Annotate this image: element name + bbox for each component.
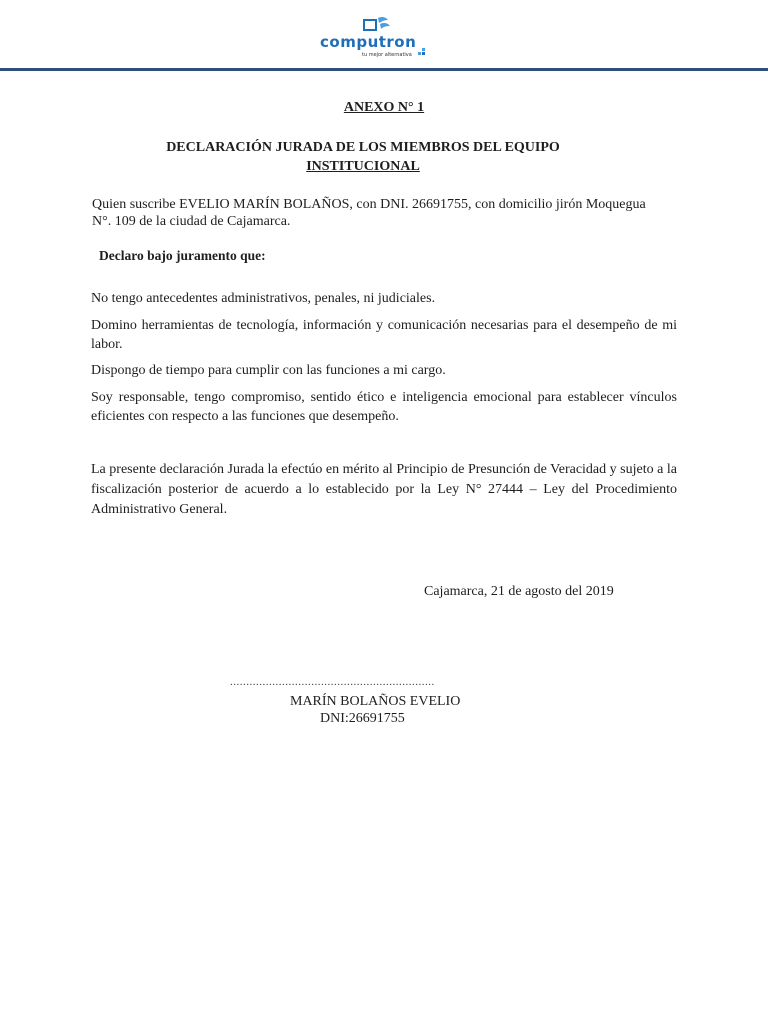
logo-tagline-text: tu mejor alternativa: [362, 52, 412, 58]
signature-line: ...............................................................: [230, 676, 435, 688]
closing-paragraph: La presente declaración Jurada la efectúo en mérito al Principio de Presunción de Veracidad y sujeto a la fiscalización posterior de acuerdo a lo establecido por la Ley N° 27444 – Ley del Procedimiento Administrativo General.: [91, 462, 677, 517]
declaration-item: Domino herramientas de tecnología, información y comunicación necesarias para el desempeño de mi labor.: [91, 318, 677, 352]
header-divider: [0, 68, 768, 71]
declaration-title-line2: INSTITUCIONAL: [306, 159, 420, 174]
intro-paragraph: Quien suscribe EVELIO MARÍN BOLAÑOS, con DNI. 26691755, con domicilio jirón Moquegua N°. 109 de la ciudad de Cajamarca.: [92, 197, 646, 229]
signer-dni: DNI:26691755: [320, 711, 405, 726]
signer-name: MARÍN BOLAÑOS EVELIO: [290, 694, 461, 709]
declaration-item: Soy responsable, tengo compromiso, sentido ético e inteligencia emocional para establecer vínculos eficientes con respecto a las funciones que desempeño.: [91, 390, 677, 424]
computron-logo-icon: [318, 14, 438, 64]
computron-logo: [318, 14, 438, 64]
declaration-title-line1: DECLARACIÓN JURADA DE LOS MIEMBROS DEL EQUIPO: [166, 140, 560, 155]
declaration-item: No tengo antecedentes administrativos, penales, ni judiciales.: [91, 291, 436, 306]
declaro-heading: Declaro bajo juramento que:: [99, 248, 266, 263]
declaration-title: [130, 138, 596, 176]
declaration-item: Dispongo de tiempo para cumplir con las funciones a mi cargo.: [91, 363, 446, 378]
annex-title: ANEXO N° 1: [343, 100, 425, 115]
logo-brand-text: computron: [320, 33, 417, 51]
place-and-date: Cajamarca, 21 de agosto del 2019: [424, 584, 614, 599]
